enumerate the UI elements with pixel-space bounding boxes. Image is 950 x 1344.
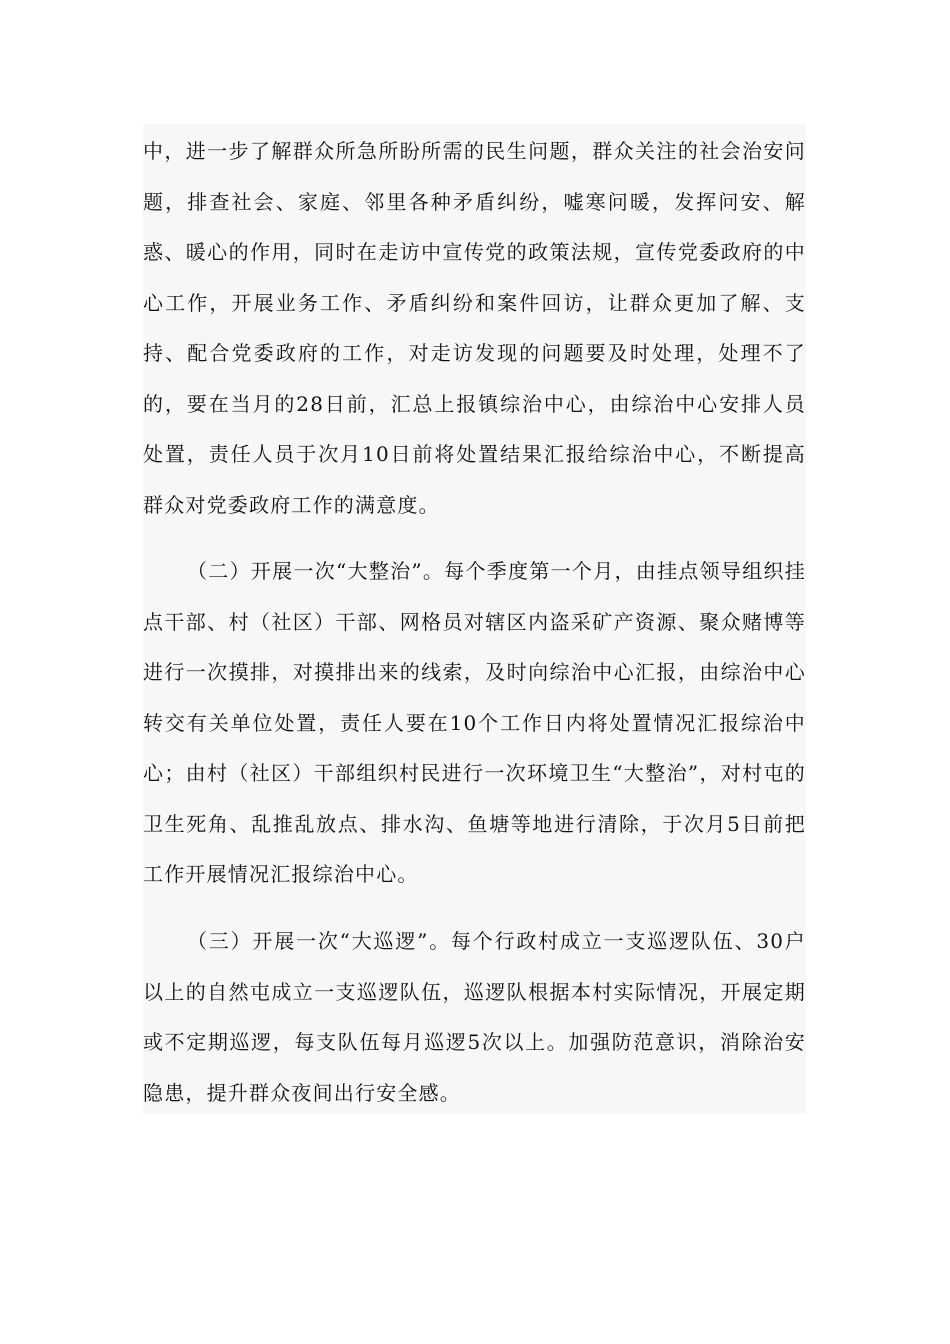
paragraph-continuation: 中，进一步了解群众所急所盼所需的民生问题，群众关注的社会治安问题，排查社会、家庭、邻里各种矛盾纠纷，嘘寒问暖，发挥问安、解惑、暖心的作用，同时在走访中宣传党的政策法规，宣传党委政府的中心工作，开展业务工作、矛盾纠纷和案件回访，让群众更加了解、支持、配合党委政府的工作，对走访发现的问题要及时处理，处理不了的，要在当月的28日前，汇总上报镇综治中心，由综治中心安排人员处置，责任人员于次月10日前将处置结果汇报给综治中心，不断提高群众对党委政府工作的满意度。 [143,139,806,517]
paragraph-section-3: （三）开展一次“大巡逻”。每个行政村成立一支巡逻队伍、30户以上的自然屯成立一支巡逻队伍，巡逻队根据本村实际情况，开展定期或不定期巡逻，每支队伍每月巡逻5次以上。加强防范意识，消除治安隐患，提升群众夜间出行安全感。 [143,929,806,1105]
document-body [143,124,806,1114]
paragraph-section-2: （二）开展一次“大整治”。每个季度第一个月，由挂点领导组织挂点干部、村（社区）干部、网格员对辖区内盗采矿产资源、聚众赌博等进行一次摸排，对摸排出来的线索，及时向综治中心汇报，由综治中心转交有关单位处置，责任人要在10个工作日内将处置情况汇报综治中心；由村（社区）干部组织村民进行一次环境卫生“大整治”，对村屯的卫生死角、乱推乱放点、排水沟、鱼塘等地进行清除，于次月5日前把工作开展情况汇报综治中心。 [143,559,806,886]
